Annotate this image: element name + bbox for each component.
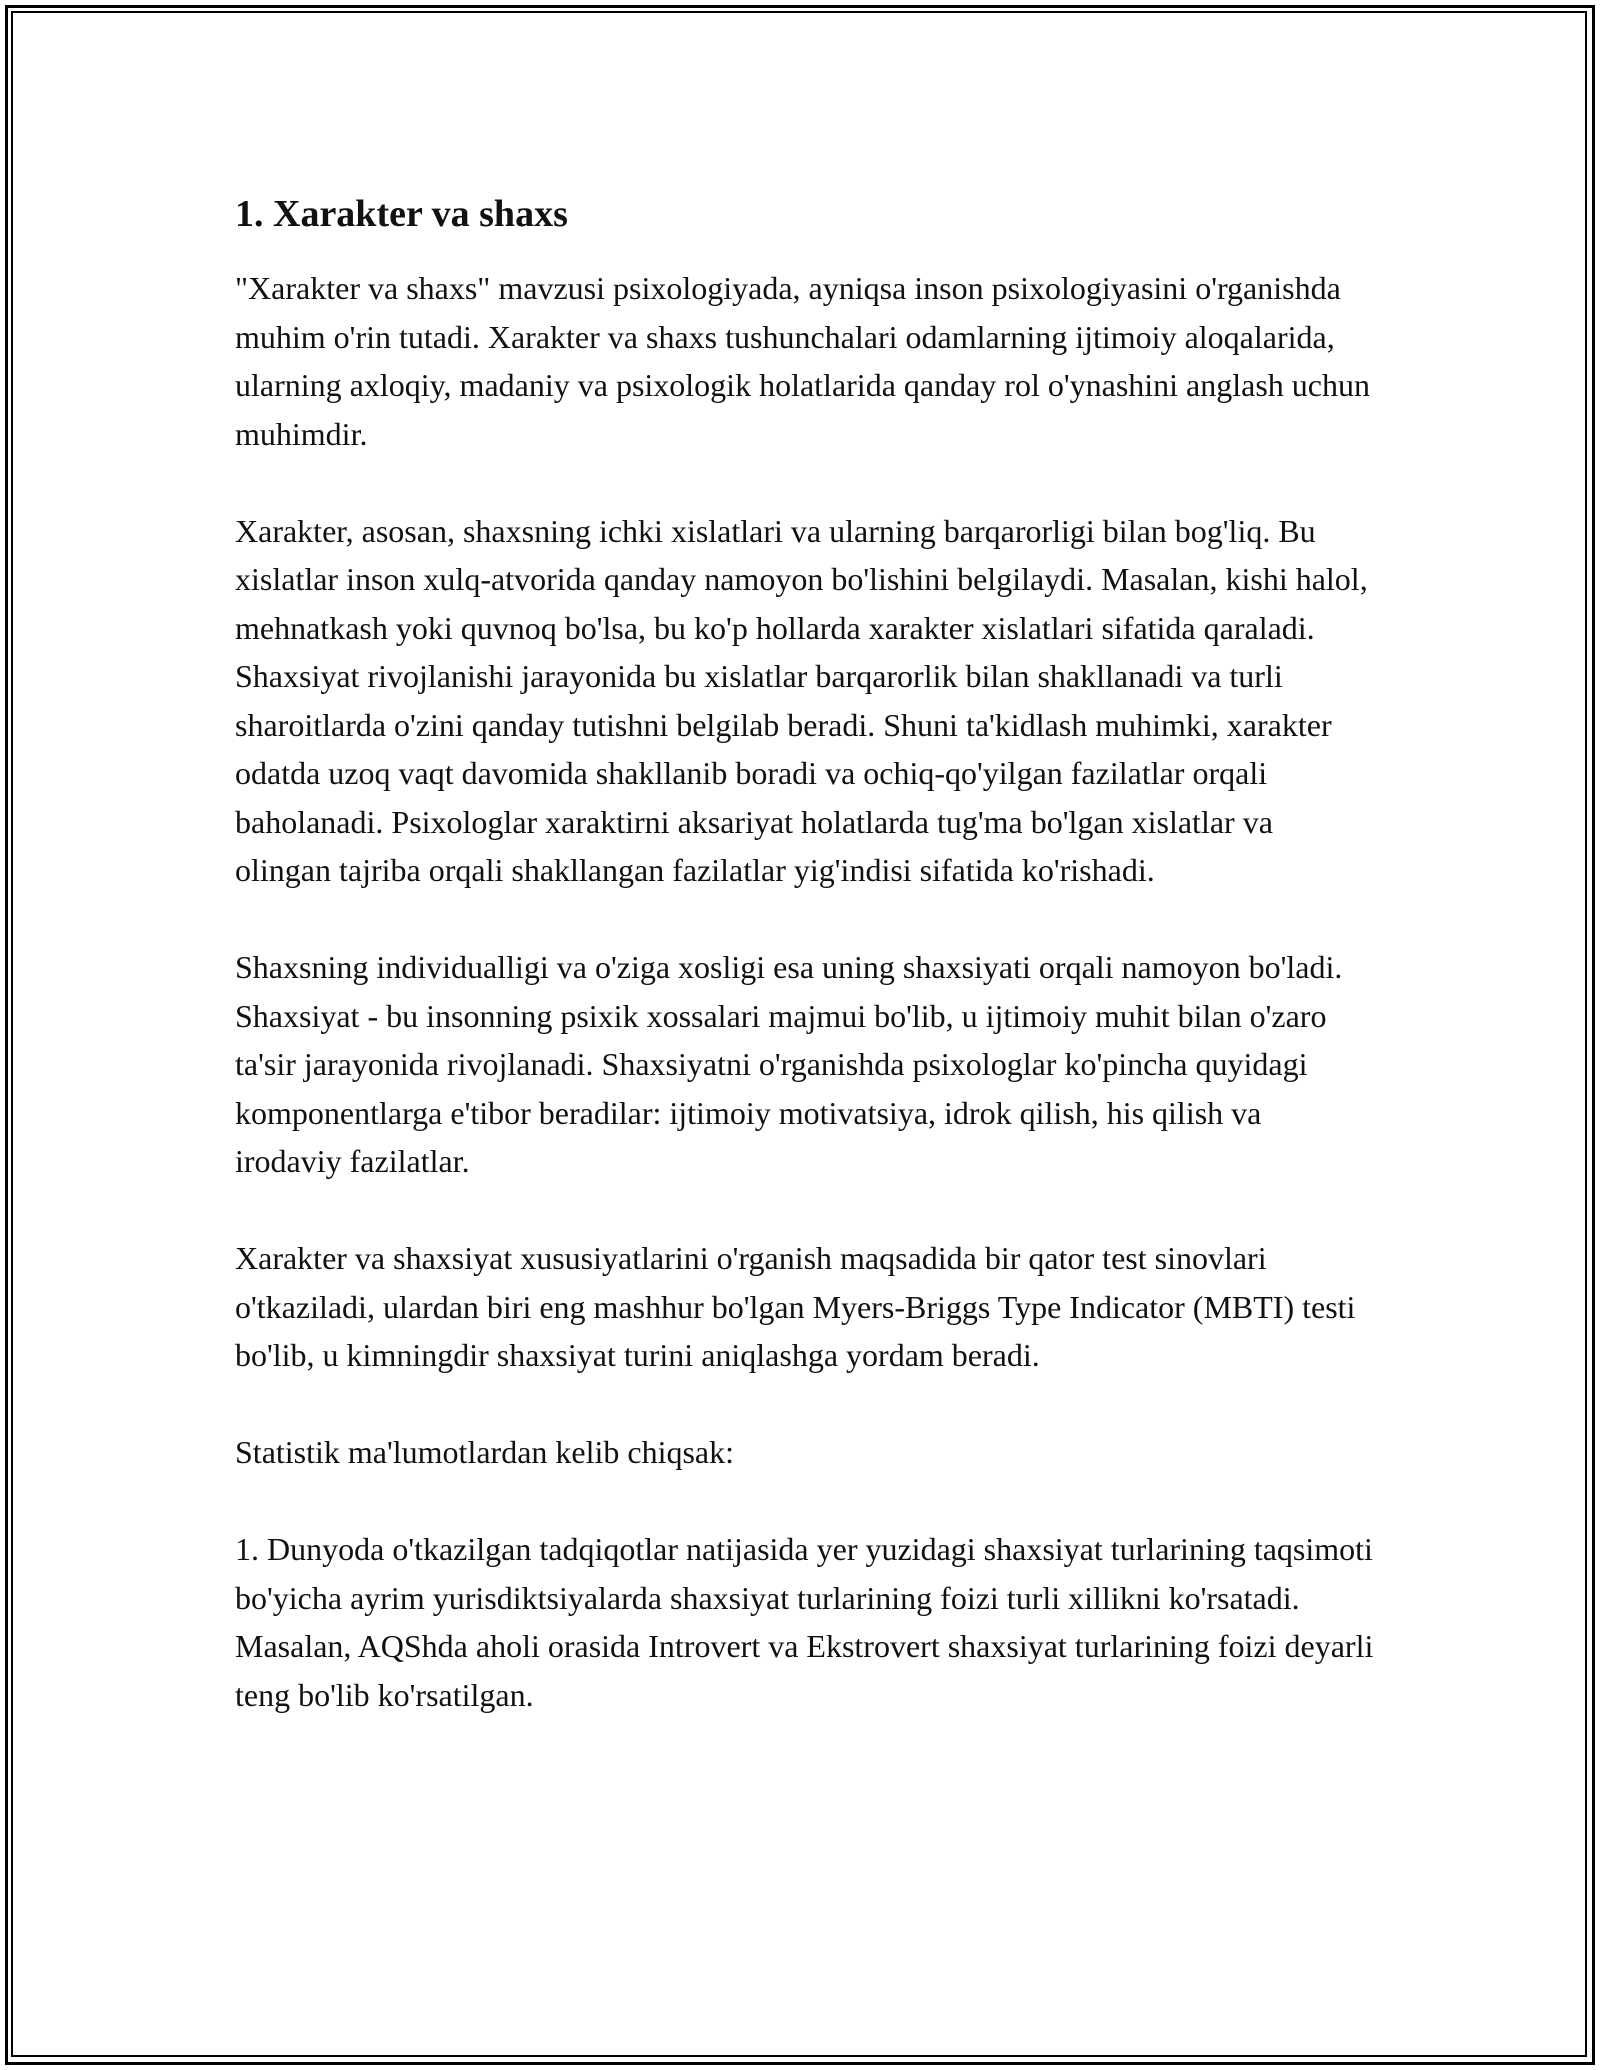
document-body [235,186,1375,1719]
paragraph-character: Xarakter, asosan, shaxsning ichki xislatlari va ularning barqarorligi bilan bog'liq. Bu xislatlar inson xulq-atvorida qanday namoyon bo'lishini belgilaydi. Masalan, kishi halol, mehnatkash yoki quvnoq bo'lsa, bu ko'p hollarda xarakter xislatlari sifatida qaraladi. Shaxsiyat rivojlanishi jarayonida bu xislatlar barqarorlik bilan shakllanadi va turli sharoitlarda o'zini qanday tutishni belgilab beradi. Shuni ta'kidlash muhimki, xarakter odatda uzoq vaqt davomida shakllanib boradi va ochiq-qo'yilgan fazilatlar orqali baholanadi. Psixologlar xaraktirni aksariyat holatlarda tug'ma bo'lgan xislatlar va olingan tajriba orqali shakllangan fazilatlar yig'indisi sifatida ko'rishadi. [235,512,1368,888]
paragraph-personality: Shaxsning individualligi va o'ziga xosligi esa uning shaxsiyati orqali namoyon bo'ladi. Shaxsiyat - bu insonning psixik xossalari majmui bo'lib, u ijtimoiy muhit bilan o'zaro ta'sir jarayonida rivojlanadi. Shaxsiyatni o'rganishda psixologlar ko'pincha quyidagi komponentlarga e'tibor beradilar: ijtimoiy motivatsiya, idrok qilish, his qilish va irodaviy fazilatlar. [235,949,1343,1179]
paragraph-statistics-intro: Statistik ma'lumotlardan kelib chiqsak: [235,1434,735,1470]
paragraph-statistics-item-1: 1. Dunyoda o'tkazilgan tadqiqotlar natijasida yer yuzidagi shaxsiyat turlarining taqsimoti bo'yicha ayrim yurisdiktsiyalarda shaxsiyat turlarining foizi turli xillikni ko'rsatadi. Masalan, AQShda aholi orasida Introvert va Ekstrovert shaxsiyat turlarining foizi deyarli teng bo'lib ko'rsatilgan. [235,1531,1374,1713]
paragraph-mbti: Xarakter va shaxsiyat xususiyatlarini o'rganish maqsadida bir qator test sinovlari o'tkaziladi, ulardan biri eng mashhur bo'lgan Myers-Briggs Type Indicator (MBTI) testi bo'lib, u kimningdir shaxsiyat turini aniqlashga yordam beradi. [235,1240,1356,1373]
section-heading: 1. Xarakter va shaxs [235,193,568,235]
paragraph-intro: "Xarakter va shaxs" mavzusi psixologiyada, ayniqsa inson psixologiyasini o'rganishda muhim o'rin tutadi. Xarakter va shaxs tushunchalari odamlarning ijtimoiy aloqalarida, ularning axloqiy, madaniy va psixologik holatlarida qanday rol o'ynashini anglash uchun muhimdir. [235,270,1370,452]
